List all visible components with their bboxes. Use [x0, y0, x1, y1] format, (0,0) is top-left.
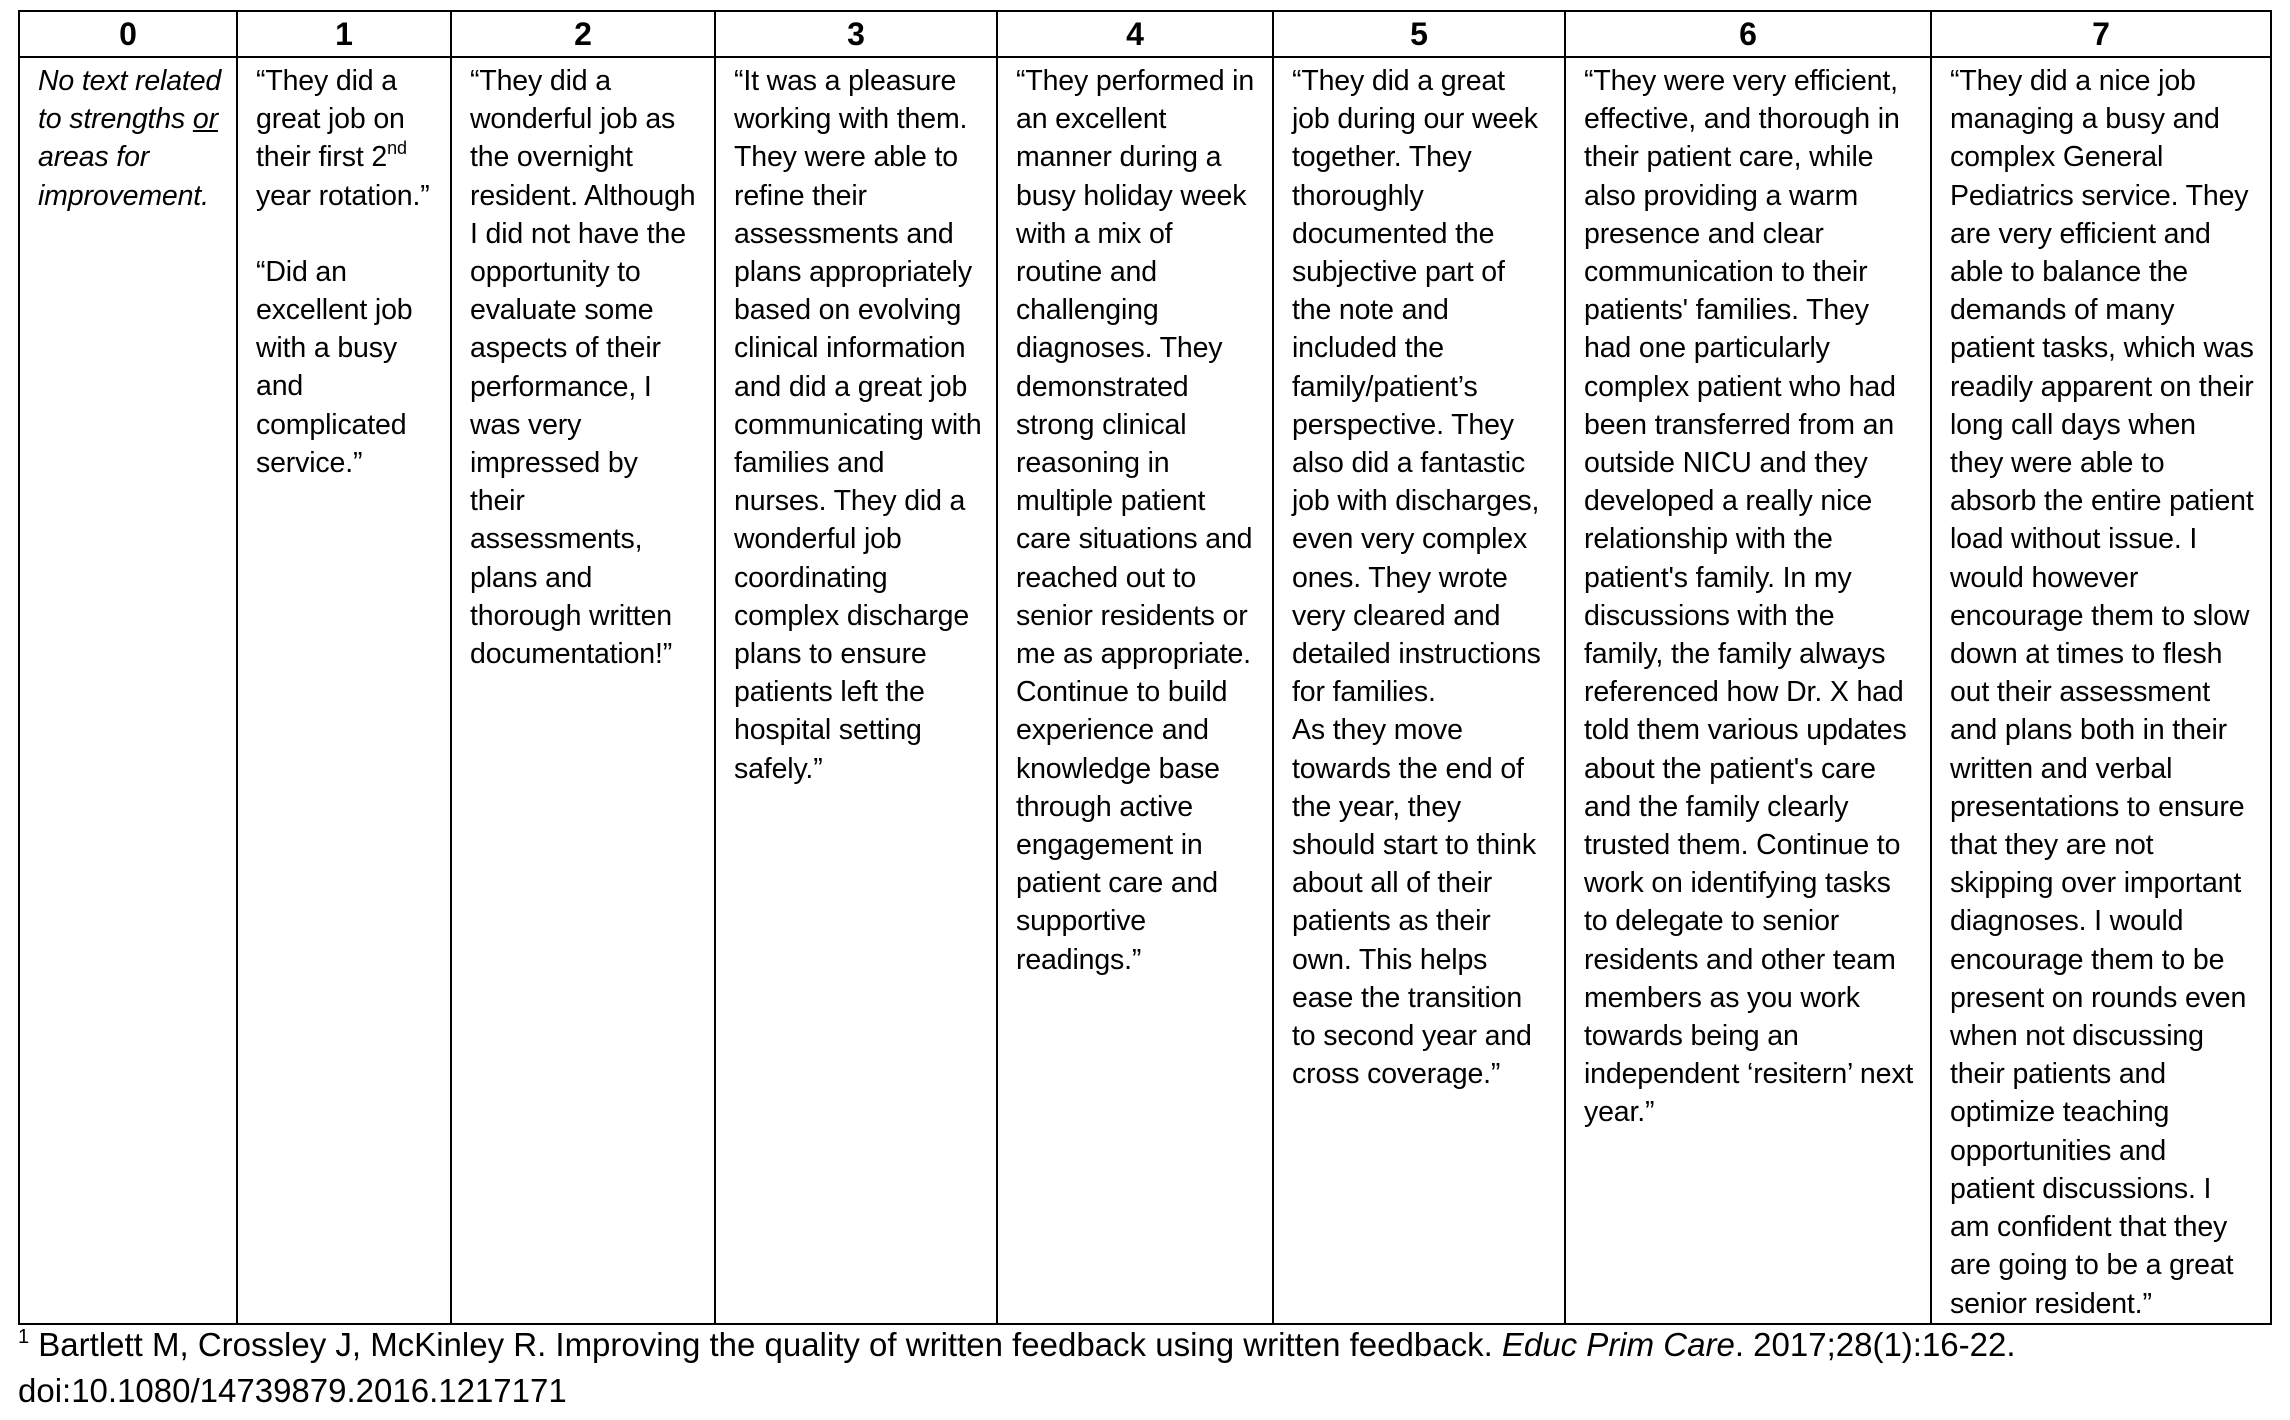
- example-cell-2: “They did a wonderful job as the overnight resident. Although I did not have the opportunity to evaluate some aspects of their performance, I was very impressed by their assessments, plans and thorough written documentation!”: [451, 57, 715, 1324]
- score-header-7: 7: [1931, 11, 2271, 57]
- example-0-underlined-word: or: [192, 103, 218, 136]
- example-0-text-end: areas for improvement.: [38, 141, 209, 212]
- footnote-doi: doi:10.1080/14739879.2016.1217171: [18, 1372, 567, 1409]
- example-cell-1: [237, 57, 451, 1324]
- score-header-6: 6: [1565, 11, 1931, 57]
- example-0-text-start: No text related to strengths: [38, 65, 222, 136]
- footnote-journal: Educ Prim Care: [1501, 1326, 1735, 1363]
- example-cell-6: “They were very efficient, effective, and thorough in their patient care, while also providing a warm presence and clear communication to their patients' families. They had one particularly complex patient who had been transferred from an outside NICU and they developed a really nice relationship with the patient's family. In my discussions with the family, the family always referenced how Dr. X had told them various updates about the patient's care and the family clearly trusted them. Continue to work on identifying tasks to delegate to senior residents and other team members as you work towards being an independent ‘resitern’ next year.”: [1565, 57, 1931, 1324]
- footnote-volume: . 2017;28(1):16-22.: [1734, 1326, 2016, 1363]
- example-1-quote-2: “Did an excellent job with a busy and complicated service.”: [256, 255, 413, 479]
- score-header-1: 1: [237, 11, 451, 57]
- example-1-paragraph-gap: [256, 215, 436, 253]
- example-cell-5: “They did a great job during our week together. They thoroughly documented the subjective part of the note and included the family/patient’s perspective. They also did a fantastic job with discharges, even very complex ones. They wrote very cleared and detailed instructions for families. As they move towards the end of the year, they should start to think about all of their patients as their own. This helps ease the transition to second year and cross coverage.”: [1273, 57, 1565, 1324]
- example-cell-3: “It was a pleasure working with them. They were able to refine their assessments and plans appropriately based on evolving clinical information and did a great job communicating with families and nurses. They did a wonderful job coordinating complex discharge plans to ensure patients left the hospital setting safely.”: [715, 57, 997, 1324]
- example-1-quote-1-start: “They did a great job on their first 2: [256, 65, 405, 174]
- example-1-ordinal-superscript: nd: [387, 138, 407, 159]
- example-cell-0: [19, 57, 237, 1324]
- footnote-authors-title: Bartlett M, Crossley J, McKinley R. Improving the quality of written feedback using written feedback.: [29, 1326, 1502, 1363]
- example-cell-4: “They performed in an excellent manner during a busy holiday week with a mix of routine and challenging diagnoses. They demonstrated strong clinical reasoning in multiple patient care situations and reached out to senior residents or me as appropriate. Continue to build experience and knowledge base through active engagement in patient care and supportive readings.”: [997, 57, 1273, 1324]
- example-row: [19, 57, 2271, 1324]
- score-header-3: 3: [715, 11, 997, 57]
- reference-footnote: [18, 1322, 2270, 1414]
- header-row: [19, 11, 2271, 57]
- footnote-marker: 1: [18, 1326, 30, 1348]
- score-header-0: 0: [19, 11, 237, 57]
- footnote-citation-line: [18, 1322, 2270, 1368]
- feedback-rubric-table-wrapper: [18, 10, 2270, 1322]
- score-header-4: 4: [997, 11, 1273, 57]
- score-header-5: 5: [1273, 11, 1565, 57]
- feedback-rubric-table: [18, 10, 2272, 1325]
- example-cell-7: “They did a nice job managing a busy and complex General Pediatrics service. They are very efficient and able to balance the demands of many patient tasks, which was readily apparent on their long call days when they were able to absorb the entire patient load without issue. I would however encourage them to slow down at times to flesh out their assessment and plans both in their written and verbal presentations to ensure that they are not skipping over important diagnoses. I would encourage them to be present on rounds even when not discussing their patients and optimize teaching opportunities and patient discussions. I am confident that they are going to be a great senior resident.”: [1931, 57, 2271, 1324]
- score-header-2: 2: [451, 11, 715, 57]
- example-1-quote-1-end: year rotation.”: [256, 179, 430, 212]
